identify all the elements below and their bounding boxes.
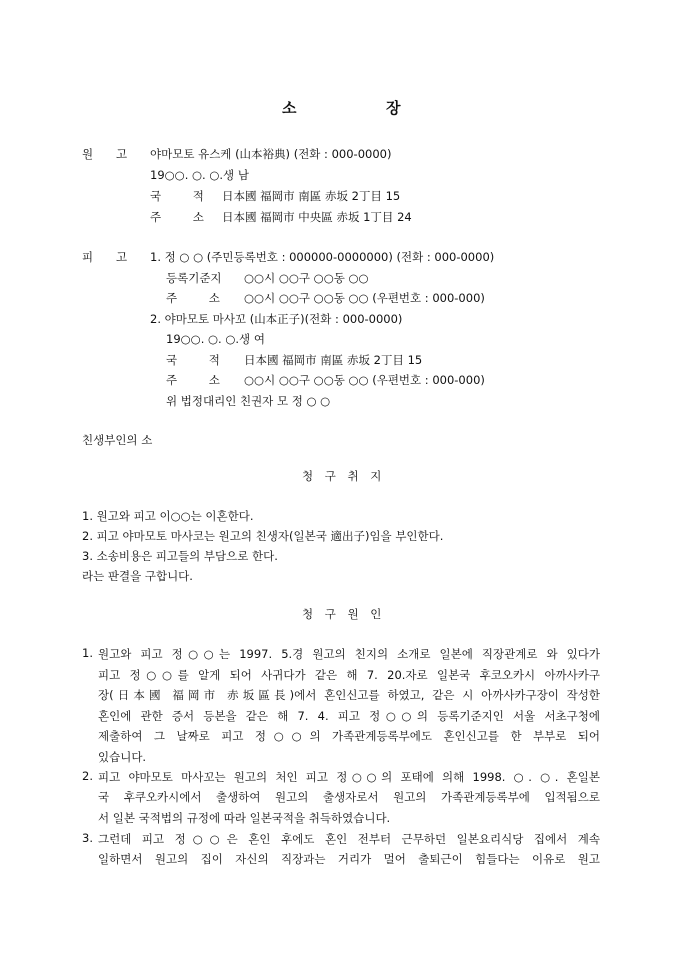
cause-2 [82, 769, 602, 831]
cause-1-number: 1. [82, 646, 93, 660]
claim-item-3: 3. 소송비용은 피고들의 부담으로 한다. [82, 549, 278, 563]
claim-closing: 라는 판결을 구합니다. [82, 569, 193, 583]
cause-3-line-2: 일하면서 원고의 집이 자신의 직장과는 거리가 멀어 출퇴근이 힘들다는 이유로 원고 [98, 852, 600, 866]
claim-item-2: 2. 피고 야마모토 마사코는 원고의 친생자(일본국 適出子)임을 부인한다. [82, 529, 444, 543]
defendant-2-representative: 위 법정대리인 친권자 모 정 ○ ○ [166, 394, 331, 408]
defendant-1-registry-value: ○○시 ○○구 ○○동 ○○ [244, 271, 369, 285]
cause-2-number: 2. [82, 769, 93, 783]
defendant-2-nationality-value: 日本國 福岡市 南區 赤坂 2丁目 15 [244, 353, 423, 367]
cause-3-line-1: 그런데 피고 정○○은 혼인 후에도 혼인 전부터 근무하던 일본요리식당 집에서 계속 [98, 832, 600, 846]
defendant-1-line: 1. 정 ○ ○ (주민등록번호 : 000000-0000000) (전화 : 000-0000) [150, 250, 495, 264]
defendant-1-registry-label: 등록기준지 [166, 271, 222, 285]
cause-3-number: 3. [82, 831, 93, 845]
plaintiff-birth: 19○○. ○. ○.생 남 [150, 168, 249, 182]
plaintiff-nationality-label: 국 적 [150, 189, 204, 203]
cause-1-line-3: 장(日本國 福岡市 赤坂區長)에서 혼인신고를 하였고, 같은 시 아까사카구장이 작성한 [98, 688, 600, 702]
case-name: 친생부인의 소 [82, 433, 153, 447]
plaintiff-label-1: 원 [82, 147, 94, 161]
plaintiff-name: 야마모토 유스케 (山本裕典) (전화 : 000-0000) [150, 147, 392, 161]
cause-2-line-1: 피고 야마모토 마사꼬는 원고의 처인 피고 정○○의 포태에 의해 1998. ○. ○. 혼일본 [98, 770, 600, 784]
plaintiff-address-value: 日本國 福岡市 中央區 赤坂 1丁目 24 [222, 210, 412, 224]
plaintiff-address-label: 주 소 [150, 210, 204, 224]
cause-1-line-6: 있습니다. [98, 750, 147, 764]
cause-2-line-2: 국 후쿠오카시에서 출생하여 원고의 출생자로서 원고의 가족관계등록부에 입적됨으로 [98, 790, 600, 804]
cause-1-line-4: 혼인에 관한 증서 등본을 같은 해 7. 4. 피고 정○○의 등록기준지인 서울 서초구청에 [98, 709, 600, 723]
defendant-1-address-value: ○○시 ○○구 ○○동 ○○ (우편번호 : 000-000) [244, 291, 485, 305]
cause-1-line-5: 제출하여 그 날짜로 피고 정○○의 가족관계등록부에도 혼인신고를 한 부부로 되어 [98, 729, 600, 743]
plaintiff-label-2: 고 [116, 147, 128, 161]
cause-1-line-2: 피고 정○○를 알게 되어 사귀다가 같은 해 7. 20.자로 일본국 후코오카시 아까사카구 [98, 668, 600, 682]
defendant-label-2: 고 [116, 250, 128, 264]
cause-3 [82, 831, 602, 873]
doc-title-right: 장 [386, 99, 401, 117]
defendant-2-nationality-label: 국 적 [166, 353, 220, 367]
cause-1 [82, 646, 602, 766]
defendant-2-address-value: ○○시 ○○구 ○○동 ○○ (우편번호 : 000-000) [244, 373, 485, 387]
defendant-1-address-label: 주 소 [166, 291, 220, 305]
defendant-2-address-label: 주 소 [166, 373, 220, 387]
plaintiff-nationality-value: 日本國 福岡市 南區 赤坂 2丁目 15 [222, 189, 401, 203]
claim-heading: 청 구 취 지 [302, 469, 382, 483]
cause-heading: 청 구 원 인 [302, 607, 382, 621]
defendant-2-birth: 19○○. ○. ○.생 여 [166, 332, 265, 346]
cause-2-line-3: 서 일본 국적법의 규정에 따라 일본국적을 취득하였습니다. [98, 811, 391, 825]
claim-item-1: 1. 원고와 피고 이○○는 이혼한다. [82, 509, 254, 523]
defendant-2-line: 2. 야마모토 마사꼬 (山本正子)(전화 : 000-0000) [150, 312, 403, 326]
cause-1-line-1: 원고와 피고 정○○는 1997. 5.경 원고의 친지의 소개로 일본에 직장관계로 와 있다가 [98, 647, 600, 661]
defendant-label-1: 피 [82, 250, 94, 264]
doc-title-left: 소 [282, 99, 297, 117]
